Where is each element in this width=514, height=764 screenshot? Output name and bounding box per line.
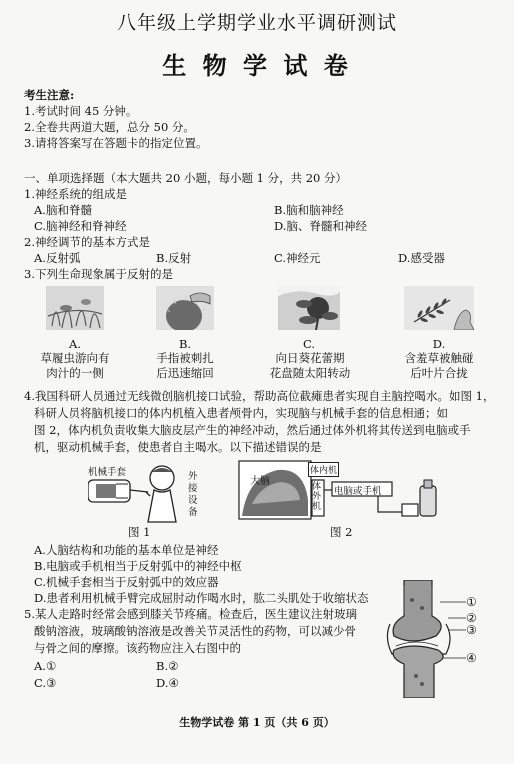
q5-option-c: C.③: [34, 676, 57, 690]
knee-label-4: ④: [466, 651, 477, 665]
q2-option-c: C.神经元: [274, 251, 321, 265]
q3-a-line2: 肉汁的一侧: [46, 366, 104, 380]
q1-option-d: D.脑、脊髓和神经: [274, 219, 367, 233]
q5-stem-line-2: 酸钠溶液，玻璃酸钠溶液是改善关节灵活性的药物，可以减少骨: [34, 624, 356, 638]
fig2-label-out: 体外机: [312, 482, 322, 512]
q3-a-line1: 草履虫游向有: [40, 351, 110, 365]
q4-option-c: C.机械手套相当于反射弧中的效应器: [34, 575, 219, 589]
fig1-label-ext-4: 备: [188, 507, 198, 518]
exam-title: 八年级上学期学业水平调研测试: [116, 12, 397, 34]
q1-option-a: A.脑和脊髓: [34, 203, 92, 217]
q4-option-d: D.患者利用机械手臂完成屈肘动作喝水时，肱二头肌处于收缩状态: [34, 591, 369, 605]
q1-stem: 1.神经系统的组成是: [24, 187, 127, 201]
q4-option-a: A.人脑结构和功能的基本单位是神经: [34, 543, 219, 557]
q4-stem-line-1: 4.我国科研人员通过无线微创脑机接口试验，帮助高位截瘫患者实现自主脑控喝水。如图 1，: [24, 389, 495, 403]
q1-option-b: B.脑和脑神经: [274, 203, 344, 217]
knee-label-1: ①: [466, 595, 477, 609]
q3-image-paramecium: [46, 286, 104, 330]
q5-stem-line-1: 5.某人走路时经常会感到膝关节疼痛。检查后，医生建议注射玻璃: [24, 607, 357, 621]
q3-c-line2: 花盘随太阳转动: [269, 366, 351, 380]
q3-d-line1: 含羞草被触碰: [404, 351, 474, 365]
q5-option-b: B.②: [156, 659, 179, 673]
q3-image-cactus-hand: [156, 286, 214, 330]
q5-option-a: A.①: [34, 659, 57, 673]
paper-title: 生 物 学 试 卷: [162, 51, 352, 80]
fig1-caption: 图 1: [128, 525, 151, 539]
q4-stem-line-3: 图 2，体内机负责收集大脑皮层产生的神经冲动，然后通过体外机将其传送到电脑或手: [34, 423, 471, 437]
q3-c-line1: 向日葵花蕾期: [275, 351, 345, 365]
q3-image-mimosa: [404, 286, 474, 330]
q5-stem-line-3: 与骨之间的摩擦。该药物应注入右图中的: [34, 641, 241, 655]
q3-a-letter: A.: [69, 337, 81, 351]
fig1-label-glove: 机械手套: [88, 467, 127, 478]
q3-d-letter: D.: [432, 337, 446, 351]
q1-option-c: C.脑神经和脊神经: [34, 219, 127, 233]
q3-image-sunflower: [278, 286, 340, 330]
q4-stem-line-2: 科研人员将脑机接口的体内机植入患者颅骨内，实现脑与机械手套的信息相通；如: [34, 406, 448, 420]
q3-b-line1: 手指被刺扎: [156, 351, 214, 365]
notice-item-2: 2.全卷共两道大题，总分 50 分。: [24, 120, 195, 134]
q4-option-b: B.电脑或手机相当于反射弧中的神经中枢: [34, 559, 242, 573]
q2-option-a: A.反射弧: [34, 251, 81, 265]
q3-stem: 3.下列生命现象属于反射的是: [24, 267, 173, 281]
q2-option-d: D.感受器: [398, 251, 445, 265]
knee-leader-lines: [440, 596, 468, 666]
q4-stem-line-4: 机，驱动机械手套，使患者自主喝水。以下描述错误的是: [34, 440, 322, 454]
q2-option-b: B.反射: [156, 251, 192, 265]
q3-b-letter: B.: [178, 337, 192, 351]
fig1-label-ext-1: 外: [188, 471, 198, 482]
knee-label-3: ③: [466, 623, 477, 637]
notice-item-1: 1.考试时间 45 分钟。: [24, 104, 138, 118]
fig2-label-pc: 电脑或手机: [334, 486, 382, 497]
fig2-label-brain: 大脑: [250, 476, 270, 487]
page-footer: 生物学试卷 第 1 页（共 6 页）: [179, 716, 335, 729]
fig2-caption: 图 2: [330, 525, 353, 539]
q5-option-d: D.④: [156, 676, 179, 690]
q2-stem: 2.神经调节的基本方式是: [24, 235, 150, 249]
q3-c-letter: C.: [302, 337, 316, 351]
section-heading: 一、单项选择题（本大题共 20 小题，每小题 1 分，共 20 分）: [24, 171, 348, 185]
q3-d-line2: 后叶片合拢: [410, 366, 468, 380]
notice-heading: 考生注意:: [24, 88, 75, 102]
notice-item-3: 3.请将答案写在答题卡的指定位置。: [24, 136, 208, 150]
fig1-label-ext-3: 设: [188, 495, 198, 506]
fig1-label-ext-2: 接: [188, 483, 198, 494]
fig2-label-in: 体内机: [308, 462, 339, 477]
knee-label-2: ②: [466, 611, 477, 625]
q3-b-line2: 后迅速缩回: [156, 366, 214, 380]
